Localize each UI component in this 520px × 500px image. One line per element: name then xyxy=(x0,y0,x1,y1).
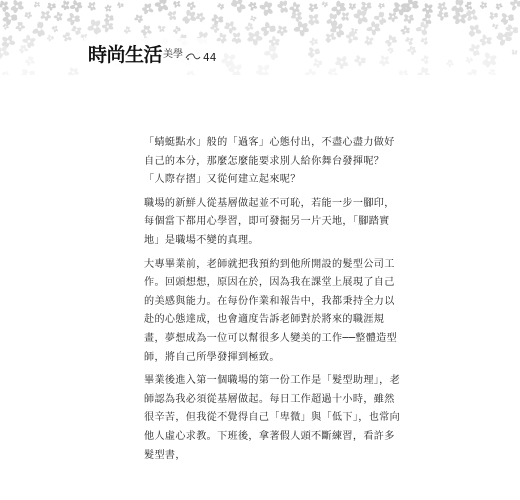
flower-ornament xyxy=(453,10,468,25)
running-head xyxy=(88,40,216,67)
flower-ornament xyxy=(69,0,82,13)
flower-ornament xyxy=(61,0,70,10)
flower-ornament xyxy=(374,11,388,25)
flower-ornament xyxy=(24,11,32,19)
flower-ornament xyxy=(211,14,223,27)
flower-ornament xyxy=(264,45,279,61)
flower-ornament xyxy=(173,26,181,34)
flower-ornament xyxy=(379,55,390,67)
flower-ornament xyxy=(387,47,394,54)
flower-ornament xyxy=(186,70,195,75)
body-text xyxy=(144,134,401,470)
flower-ornament xyxy=(51,25,58,32)
flower-ornament xyxy=(366,21,381,36)
flower-ornament xyxy=(293,21,309,37)
flower-ornament xyxy=(325,32,336,43)
flower-ornament xyxy=(67,12,81,26)
book-subtitle: 美學 xyxy=(163,49,184,60)
flower-ornament xyxy=(1,34,16,49)
flower-ornament xyxy=(403,14,414,25)
flower-ornament xyxy=(492,23,499,29)
flower-ornament xyxy=(467,69,479,75)
flower-ornament xyxy=(479,1,487,9)
flower-ornament xyxy=(446,59,454,67)
flower-ornament xyxy=(322,1,329,7)
flower-ornament xyxy=(32,21,46,37)
flower-ornament xyxy=(19,45,29,55)
flower-ornament xyxy=(259,1,274,16)
flower-ornament xyxy=(217,3,224,10)
flower-ornament xyxy=(289,2,301,14)
flower-ornament xyxy=(481,52,497,68)
flower-ornament xyxy=(47,2,56,11)
flower-ornament xyxy=(54,12,63,22)
flourish-icon xyxy=(185,52,201,61)
flower-ornament xyxy=(398,69,408,75)
flower-ornament xyxy=(40,10,52,21)
flower-ornament xyxy=(250,15,257,22)
flower-ornament xyxy=(71,25,82,35)
flower-ornament xyxy=(245,22,254,31)
flower-ornament xyxy=(422,3,434,15)
flower-ornament xyxy=(67,67,79,75)
flower-ornament xyxy=(248,1,258,11)
flower-ornament xyxy=(469,43,481,56)
flower-ornament xyxy=(327,67,338,75)
flower-ornament xyxy=(216,33,227,44)
flower-ornament xyxy=(385,35,397,48)
flower-ornament xyxy=(15,22,25,32)
flower-ornament xyxy=(308,3,318,13)
flower-ornament xyxy=(247,30,263,46)
flower-ornament xyxy=(511,49,518,55)
flower-ornament xyxy=(117,2,124,9)
flower-ornament xyxy=(500,12,514,25)
flower-ornament xyxy=(465,9,478,22)
page-number: 44 xyxy=(203,52,217,64)
flower-ornament xyxy=(421,55,429,64)
flower-ornament xyxy=(335,55,349,69)
flower-ornament xyxy=(488,69,496,75)
paragraph: 職場的新鮮人從基層做起並不可恥，若能一步一腳印，每個當下都用心學習，即可發掘另一片天地，「腳踏實地」是職場不變的真理。 xyxy=(144,197,395,246)
flower-ornament xyxy=(21,68,36,75)
flower-pattern xyxy=(0,0,520,75)
flower-ornament xyxy=(468,24,482,38)
flower-ornament xyxy=(231,32,242,44)
flower-ornament xyxy=(256,64,271,75)
book-title: 時尚生活 xyxy=(88,44,163,66)
flower-ornament xyxy=(387,11,398,22)
flower-ornament xyxy=(230,0,246,13)
flower-ornament xyxy=(104,13,114,24)
flower-ornament xyxy=(509,0,520,11)
flower-ornament xyxy=(47,34,54,41)
flower-ornament xyxy=(421,37,429,45)
flower-ornament xyxy=(378,3,385,10)
flower-ornament xyxy=(141,25,153,37)
flower-ornament xyxy=(489,11,498,20)
paragraph: 「蜻蜓點水」般的「過客」心態付出，不盡心盡力做好自己的本分，那麼怎麼能要求別人給你舞台發揮呢？「人際存摺」又從何建立起來呢？ xyxy=(144,137,395,186)
flower-ornament xyxy=(173,1,181,9)
flower-ornament xyxy=(182,9,197,24)
flower-ornament xyxy=(495,3,502,10)
paragraph: 大專畢業前，老師就把我預約到他所開設的髮型公司工作。回頭想想，原因在於，因為我在課堂上展現了自己的美感與能力。在每份作業和報告中，我都秉持全力以赴的心態達成，也會適度告訴老師對於將來的職涯規畫，夢想成為一位可以幫很多人變美的工作──整體造型師，將自己所學發揮到極致。 xyxy=(144,258,398,363)
flower-ornament xyxy=(326,13,339,27)
flower-ornament xyxy=(405,37,414,46)
flower-ornament xyxy=(155,0,170,13)
flower-ornament xyxy=(33,1,40,8)
flower-ornament xyxy=(62,32,72,42)
flower-ornament xyxy=(407,46,416,56)
flower-ornament xyxy=(0,0,9,12)
flower-ornament xyxy=(465,1,473,10)
flower-ornament xyxy=(224,21,237,34)
flower-ornament xyxy=(87,1,96,10)
flower-ornament xyxy=(10,0,24,14)
flower-ornament xyxy=(261,21,276,36)
flower-ornament xyxy=(291,11,303,22)
flower-ornament xyxy=(25,56,35,66)
paragraph: 畢業後進入第一個職場的第一份工作是「髮型助理」，老師認為我必須從基層做起。每日工作超過十小時，雖然很辛苦，但我從不覺得自己「卑微」與「低下」，也常向他人虛心求教。下班後，拿著假人頭不斷練習，看許多髮型書， xyxy=(144,375,401,461)
flower-ornament xyxy=(142,3,154,15)
flower-ornament xyxy=(313,58,323,68)
flower-ornament xyxy=(87,19,102,35)
flower-ornament xyxy=(104,4,112,12)
flower-ornament xyxy=(364,36,374,46)
flower-ornament xyxy=(2,71,10,75)
flower-ornament xyxy=(134,14,143,23)
flower-ornament xyxy=(417,67,431,75)
flower-ornament xyxy=(102,21,114,33)
flower-ornament xyxy=(196,12,206,22)
flower-ornament xyxy=(341,12,350,22)
flower-ornament xyxy=(479,34,492,47)
flower-ornament xyxy=(123,26,131,34)
flower-ornament xyxy=(466,57,473,64)
flower-ornament xyxy=(305,68,317,75)
flower-ornament xyxy=(348,3,356,10)
flower-ornament xyxy=(187,1,196,10)
flower-ornament xyxy=(277,0,289,13)
flower-ornament xyxy=(354,54,366,66)
flower-ornament xyxy=(307,13,320,26)
flower-ornament xyxy=(158,25,166,32)
flower-ornament xyxy=(400,25,410,35)
flower-ornament xyxy=(437,10,449,21)
flower-ornament xyxy=(437,1,447,11)
flower-ornament xyxy=(2,11,18,26)
flower-ornament xyxy=(276,25,288,36)
flower-ornament xyxy=(307,46,320,58)
flower-ornament xyxy=(360,1,372,12)
flower-ornament xyxy=(0,45,10,60)
decorative-header-band xyxy=(0,0,520,75)
flower-ornament xyxy=(309,37,318,46)
flower-ornament xyxy=(167,10,177,21)
